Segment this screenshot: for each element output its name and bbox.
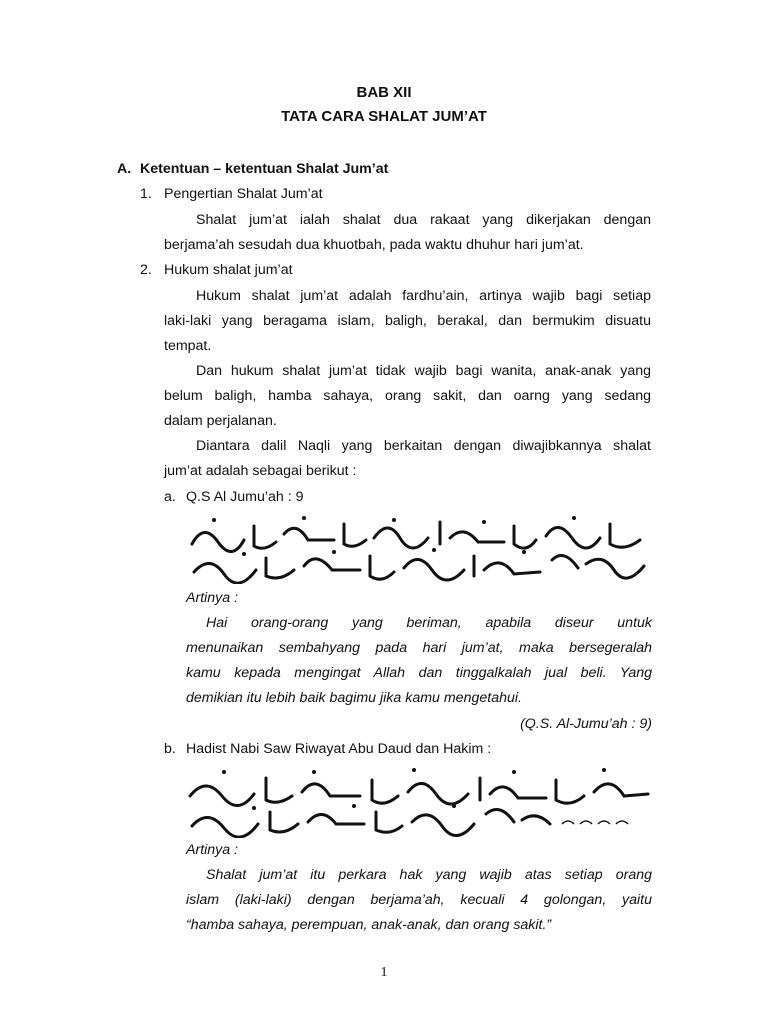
section-a-heading: Ketentuan – ketentuan Shalat Jum’at — [140, 161, 389, 177]
sub-a-translation-line: demikian itu lebih baik bagimu jika kamu mengetahui. — [186, 690, 522, 706]
item2-paragraph-line: belum baligh, hamba sahaya, orang sakit, dan oarng yang sedang — [164, 388, 651, 404]
item2-paragraph-line: Diantara dalil Naqli yang berkaitan dengan diwajibkannya shalat — [196, 438, 651, 454]
item1-text-line: Shalat jum’at ialah shalat dua rakaat yang dikerjakan dengan — [196, 212, 651, 228]
sub-a-translation-line: menunaikan sembahyang pada hari jum’at, maka bersegeralah — [186, 640, 652, 656]
item2-paragraph-line: laki-laki yang beragama islam, baligh, berakal, dan bermukim disuatu — [164, 313, 651, 329]
sub-a-translation-line: kamu kepada mengingat Allah dan tinggalkalah jual beli. Yang — [186, 665, 652, 681]
item2-paragraph-line: Hukum shalat jum’at adalah fardhu’ain, artinya wajib bagi setiap — [196, 288, 651, 304]
sub-b-heading: Hadist Nabi Saw Riwayat Abu Daud dan Hakim : — [186, 741, 492, 757]
sub-a-marker: a. — [164, 489, 176, 505]
chapter-number: BAB XII — [356, 84, 412, 101]
arabic-calligraphy-image — [184, 514, 652, 584]
sub-b-marker: b. — [164, 741, 176, 757]
sub-b-artinya-label: Artinya : — [186, 842, 239, 858]
sub-a-source: (Q.S. Al-Jumu’ah : 9) — [520, 716, 652, 732]
page-number: 1 — [380, 965, 388, 980]
item1-marker: 1. — [140, 186, 152, 202]
sub-a-heading: Q.S Al Jumu’ah : 9 — [186, 489, 304, 505]
sub-b-translation-line: Shalat jum’at itu perkara hak yang wajib atas setiap orang — [206, 867, 652, 883]
sub-a-translation-line: Hai orang-orang yang beriman, apabila diseur untuk — [206, 615, 652, 631]
sub-b-translation-line: islam (laki-laki) dengan berjama’ah, kecuali 4 golongan, yaitu — [186, 892, 652, 908]
item2-marker: 2. — [140, 262, 152, 278]
item1-heading: Pengertian Shalat Jum’at — [164, 186, 323, 202]
item1-text-line: berjama’ah sesudah dua khuotbah, pada waktu dhuhur hari jum’at. — [164, 237, 584, 253]
item2-heading: Hukum shalat jum’at — [164, 262, 293, 278]
item2-paragraph-line: Dan hukum shalat jum’at tidak wajib bagi wanita, anak-anak yang — [196, 363, 651, 379]
sub-a-artinya-label: Artinya : — [186, 590, 239, 606]
item2-paragraph-line: tempat. — [164, 338, 212, 354]
item2-paragraph-line: dalam perjalanan. — [164, 413, 277, 429]
item2-paragraph-line: jum’at adalah sebagai berikut : — [164, 463, 357, 479]
arabic-calligraphy-image — [184, 766, 654, 838]
section-a-marker: A. — [117, 161, 132, 177]
sub-b-translation-line: “hamba sahaya, perempuan, anak-anak, dan orang sakit.” — [186, 917, 552, 933]
chapter-title: TATA CARA SHALAT JUM’AT — [281, 108, 487, 125]
